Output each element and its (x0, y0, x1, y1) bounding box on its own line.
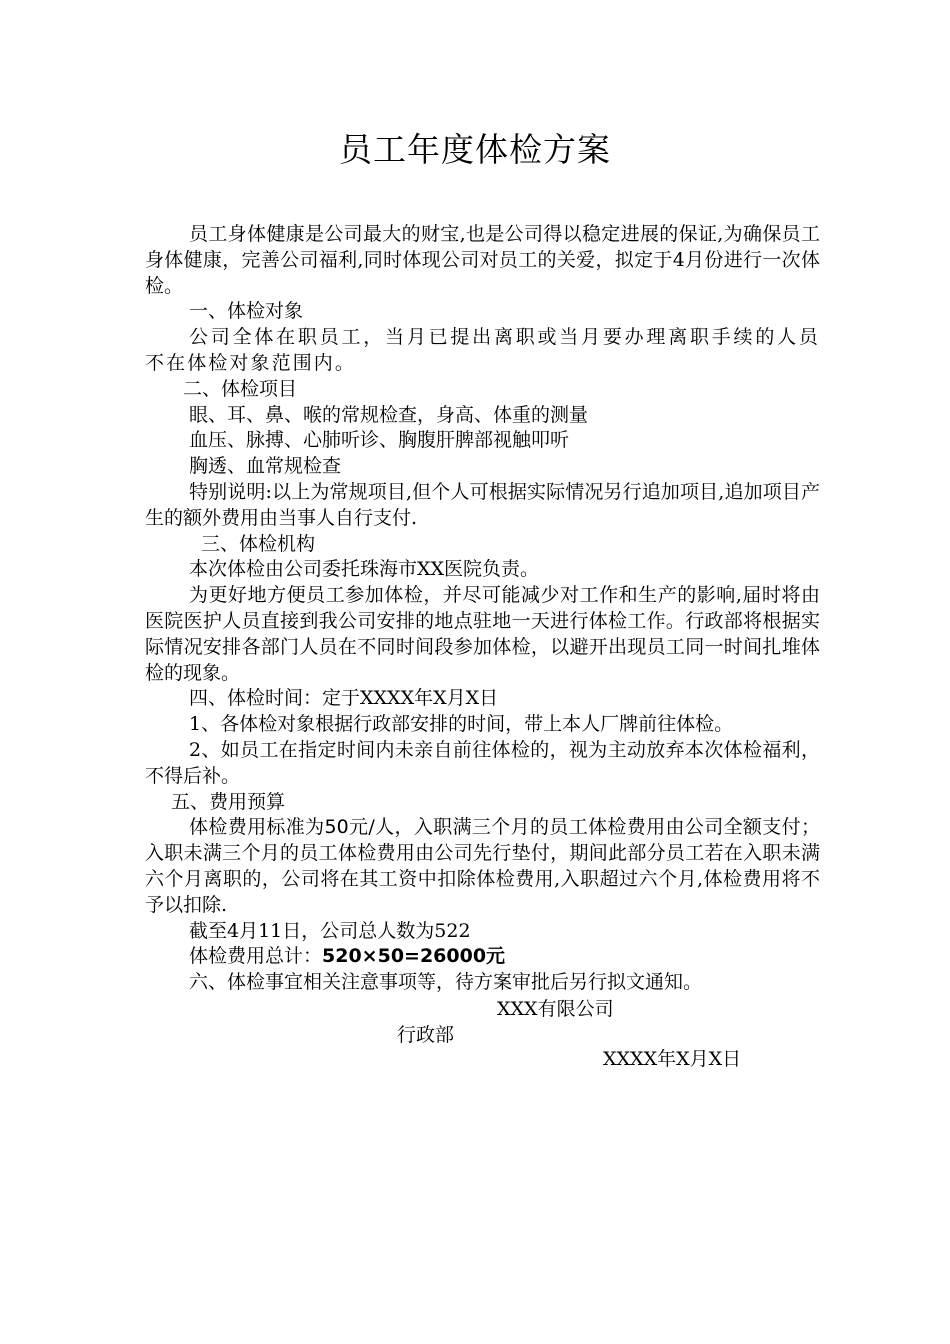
section-5-headcount: 截至4月11日，公司总人数为522 (189, 919, 471, 942)
section-3-heading: 三、体检机构 (201, 532, 316, 555)
section-5-amount: 50 (324, 816, 349, 839)
section-1-heading: 一、体检对象 (189, 300, 304, 323)
section-2-item-3: 胸透、血常规检查 (189, 455, 342, 478)
section-3-text-1: 本次体检由公司委托珠海市XX医院负责。 (189, 558, 540, 581)
section-3-text-2: 为更好地方便员工参加体检，并尽可能减少对工作和生产的影响,届时将由医院医护人员直接到我公司安排的地点驻地一天进行体检工作。行政部将根据实际情况安排各部门人员在不同时间段参加体检，以避开出现员工同一时间扎堆体检的现象。 (145, 584, 820, 684)
section-1-text: 公司全体在职员工，当月已提出离职或当月要办理离职手续的人员不在体检对象范围内。 (145, 326, 820, 374)
section-5-total-label: 体检费用总计： (189, 945, 323, 968)
signature-department: 行政部 (397, 1024, 455, 1046)
document-title: 员工年度体检方案 (339, 130, 611, 169)
section-2-item-1: 眼、耳、鼻、喉的常规检查，身高、体重的测量 (189, 403, 589, 426)
signature-date: XXXX年X月X日 (603, 1048, 742, 1070)
signature-company: XXX有限公司 (497, 998, 614, 1020)
section-2-note: 特别说明:以上为常规项目,但个人可根据实际情况另行追加项目,追加项目产生的额外费用由当事人自行支付. (145, 480, 820, 529)
section-6-text: 六、体检事宜相关注意事项等，待方案审批后另行拟文通知。 (189, 971, 703, 994)
section-5-heading: 五、费用预算 (171, 790, 286, 813)
section-4-item-2: 2、如员工在指定时间内未亲自前往体检的，视为主动放弃本次体检福利，不得后补。 (145, 738, 820, 787)
section-5-text-b: 元/人，入职满三个月的员工体检费用由公司全额支付；入职未满三个月的员工体检费用由公司先行垫付，期间此部分员工若在入职未满六个月离职的，公司将在其工资中扣除体检费用,入职超过六个月,体检费用将不予以扣除. (145, 816, 820, 916)
document-body (145, 222, 820, 996)
section-4-item-1: 1、各体检对象根据行政部安排的时间，带上本人厂牌前往体检。 (189, 713, 734, 736)
section-2-heading: 二、体检项目 (183, 377, 298, 400)
section-2-item-2: 血压、脉搏、心肺听诊、胸腹肝脾部视触叩听 (189, 429, 570, 452)
section-5-total (145, 944, 820, 970)
section-5-total-value: 520×50=26000元 (322, 945, 506, 968)
intro-paragraph: 员工身体健康是公司最大的财宝,也是公司得以稳定进展的保证,为确保员工身体健康，完善公司福利,同时体现公司对员工的关爱，拟定于4月份进行一次体检。 (145, 223, 820, 297)
section-5-text (145, 815, 820, 918)
section-5-text-a: 体检费用标准为 (189, 816, 325, 839)
section-4-heading: 四、体检时间：定于XXXX年X月X日 (189, 687, 499, 710)
